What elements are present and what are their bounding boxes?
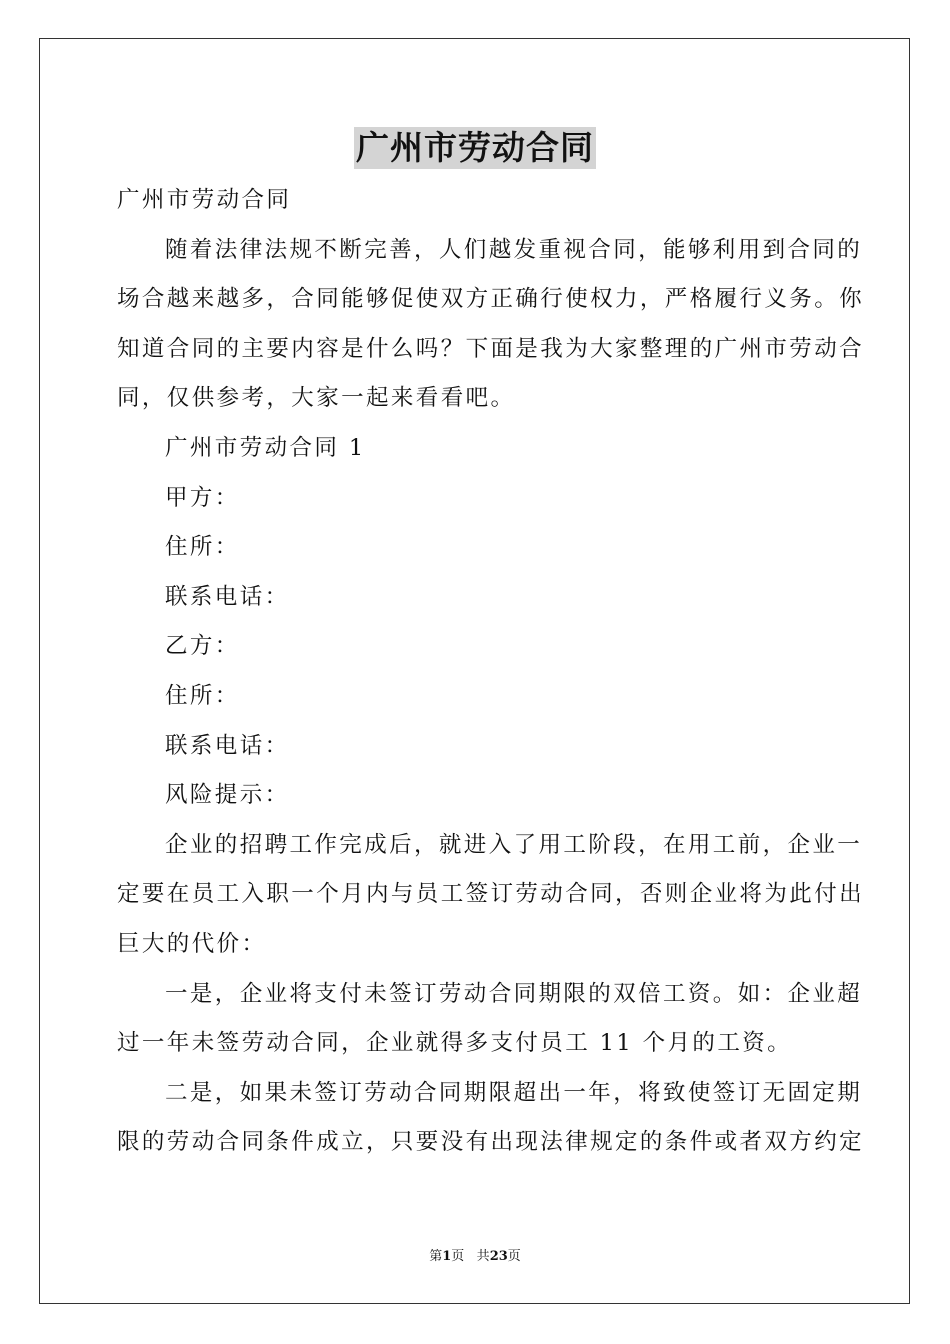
document-title: 广州市劳动合同 (356, 128, 594, 167)
page-number: 1 (442, 1249, 452, 1264)
paragraph-line: 企业的招聘工作完成后，就进入了用工阶段，在用工前，企业一 (165, 831, 863, 858)
paragraph-line: 知道合同的主要内容是什么吗？下面是我为大家整理的广州市劳动合 (117, 335, 865, 362)
paragraph-line: 过一年未签劳动合同，企业就得多支付员工 11 个月的工资。 (117, 1030, 793, 1057)
paragraph-line: 同，仅供参考，大家一起来看看吧。 (117, 385, 516, 412)
risk-notice-label: 风险提示： (165, 782, 290, 809)
total-prefix: 共 (476, 1249, 490, 1264)
paragraph-line: 定要在员工入职一个月内与员工签订劳动合同，否则企业将为此付出 (117, 881, 865, 908)
total-suffix: 页 (507, 1249, 521, 1264)
total-pages: 23 (489, 1249, 508, 1264)
paragraph-line: 一是，企业将支付未签订劳动合同期限的双倍工资。如：企业超 (165, 980, 863, 1007)
page-footer (0, 1245, 950, 1264)
section-heading: 广州市劳动合同 1 (165, 434, 366, 461)
paragraph-line: 限的劳动合同条件成立，只要没有出现法律规定的条件或者双方约定 (117, 1129, 865, 1156)
page-prefix: 第 (429, 1249, 443, 1264)
paragraph-line: 场合越来越多，合同能够促使双方正确行使权力，严格履行义务。你 (117, 286, 865, 313)
paragraph-line: 随着法律法规不断完善，人们越发重视合同，能够利用到合同的 (165, 236, 863, 263)
document-body (117, 176, 865, 1168)
page-suffix: 页 (451, 1249, 465, 1264)
title-container (0, 127, 950, 169)
party-b-label: 乙方： (165, 633, 240, 660)
doc-subtitle: 广州市劳动合同 (117, 187, 292, 213)
paragraph-line: 二是，如果未签订劳动合同期限超出一年，将致使签订无固定期 (165, 1079, 863, 1106)
party-a-label: 甲方： (165, 484, 240, 511)
phone-label: 联系电话： (165, 583, 290, 610)
phone-label: 联系电话： (165, 732, 290, 759)
paragraph-line: 巨大的代价： (117, 930, 267, 957)
address-label: 住所： (165, 534, 240, 561)
address-label: 住所： (165, 682, 240, 709)
